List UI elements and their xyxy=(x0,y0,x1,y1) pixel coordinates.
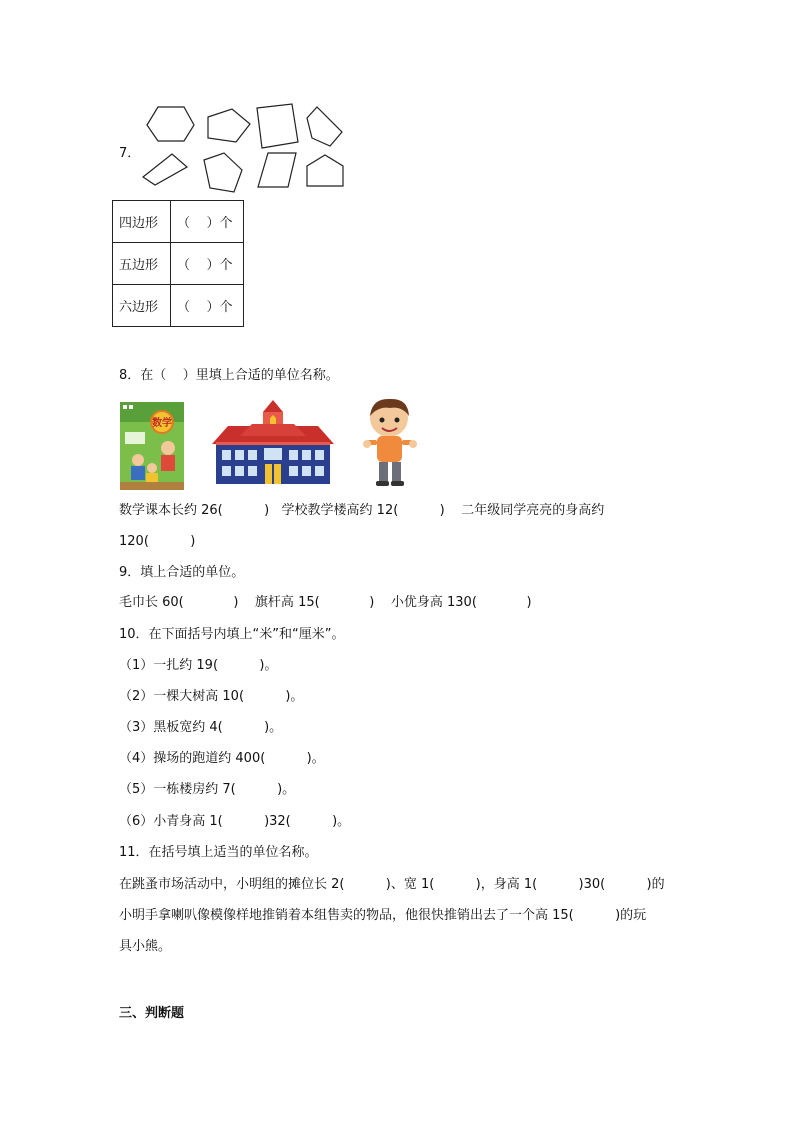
math-book-image xyxy=(120,402,184,490)
table-row xyxy=(113,285,244,327)
hexagon-shape xyxy=(147,107,194,141)
table-row xyxy=(113,243,244,285)
quadrilateral-shape xyxy=(143,154,187,185)
q11-line-1: 在跳蚤市场活动中，小明组的摊位长 2( )、宽 1( )，身高 1( )30( )的 xyxy=(119,877,665,892)
q10-item-6: （6）小青身高 1( )32( )。 xyxy=(119,814,351,829)
book-title: 数学 xyxy=(152,418,172,429)
table-row xyxy=(113,201,244,243)
q8-line-1: 数学课本长约 26( ) 学校教学楼高约 12( ) 二年级同学亮亮的身高约 xyxy=(119,503,605,518)
q10-title: 10．在下面括号内填上“米”和“厘米”。 xyxy=(119,627,345,642)
polygon-figures xyxy=(140,100,360,200)
answer-cell[interactable]: （ ）个 xyxy=(171,243,244,285)
polygon-count-table xyxy=(112,200,244,327)
pentagon-shape xyxy=(208,109,250,142)
row-label: 五边形 xyxy=(113,243,171,285)
quadrilateral-shape xyxy=(257,104,298,148)
answer-cell[interactable]: （ ）个 xyxy=(171,201,244,243)
q11-title: 11．在括号填上适当的单位名称。 xyxy=(119,845,318,860)
q10-item-5: （5）一栋楼房约 7( )。 xyxy=(119,782,296,797)
q8-title: 8．在（ ）里填上合适的单位名称。 xyxy=(119,368,339,383)
q10-item-3: （3）黑板宽约 4( )。 xyxy=(119,720,283,735)
q8-line-2: 120( ) xyxy=(119,534,196,549)
boy-image xyxy=(362,396,420,488)
q11-line-2: 小明手拿喇叭像模像样地推销着本组售卖的物品，他很快推销出去了一个高 15( )的玩 xyxy=(119,908,647,923)
answer-cell[interactable]: （ ）个 xyxy=(171,285,244,327)
row-label: 四边形 xyxy=(113,201,171,243)
section-heading: 三、判断题 xyxy=(119,1006,185,1021)
q11-line-3: 具小熊。 xyxy=(119,939,172,954)
q7-number: 7． xyxy=(119,146,141,161)
q10-item-1: （1）一扎约 19( )。 xyxy=(119,658,278,673)
q10-item-4: （4）操场的跑道约 400( )。 xyxy=(119,751,325,766)
q9-title: 9．填上合适的单位。 xyxy=(119,565,245,580)
school-building-image xyxy=(210,398,336,486)
q10-item-2: （2）一棵大树高 10( )。 xyxy=(119,689,304,704)
quadrilateral-shape xyxy=(258,153,296,187)
pentagon-shape xyxy=(307,107,342,146)
q9-line: 毛巾长 60( ) 旗杆高 15( ) 小优身高 130( ) xyxy=(119,595,532,610)
row-label: 六边形 xyxy=(113,285,171,327)
pentagon-shape xyxy=(204,153,242,192)
pentagon-shape xyxy=(307,155,343,186)
